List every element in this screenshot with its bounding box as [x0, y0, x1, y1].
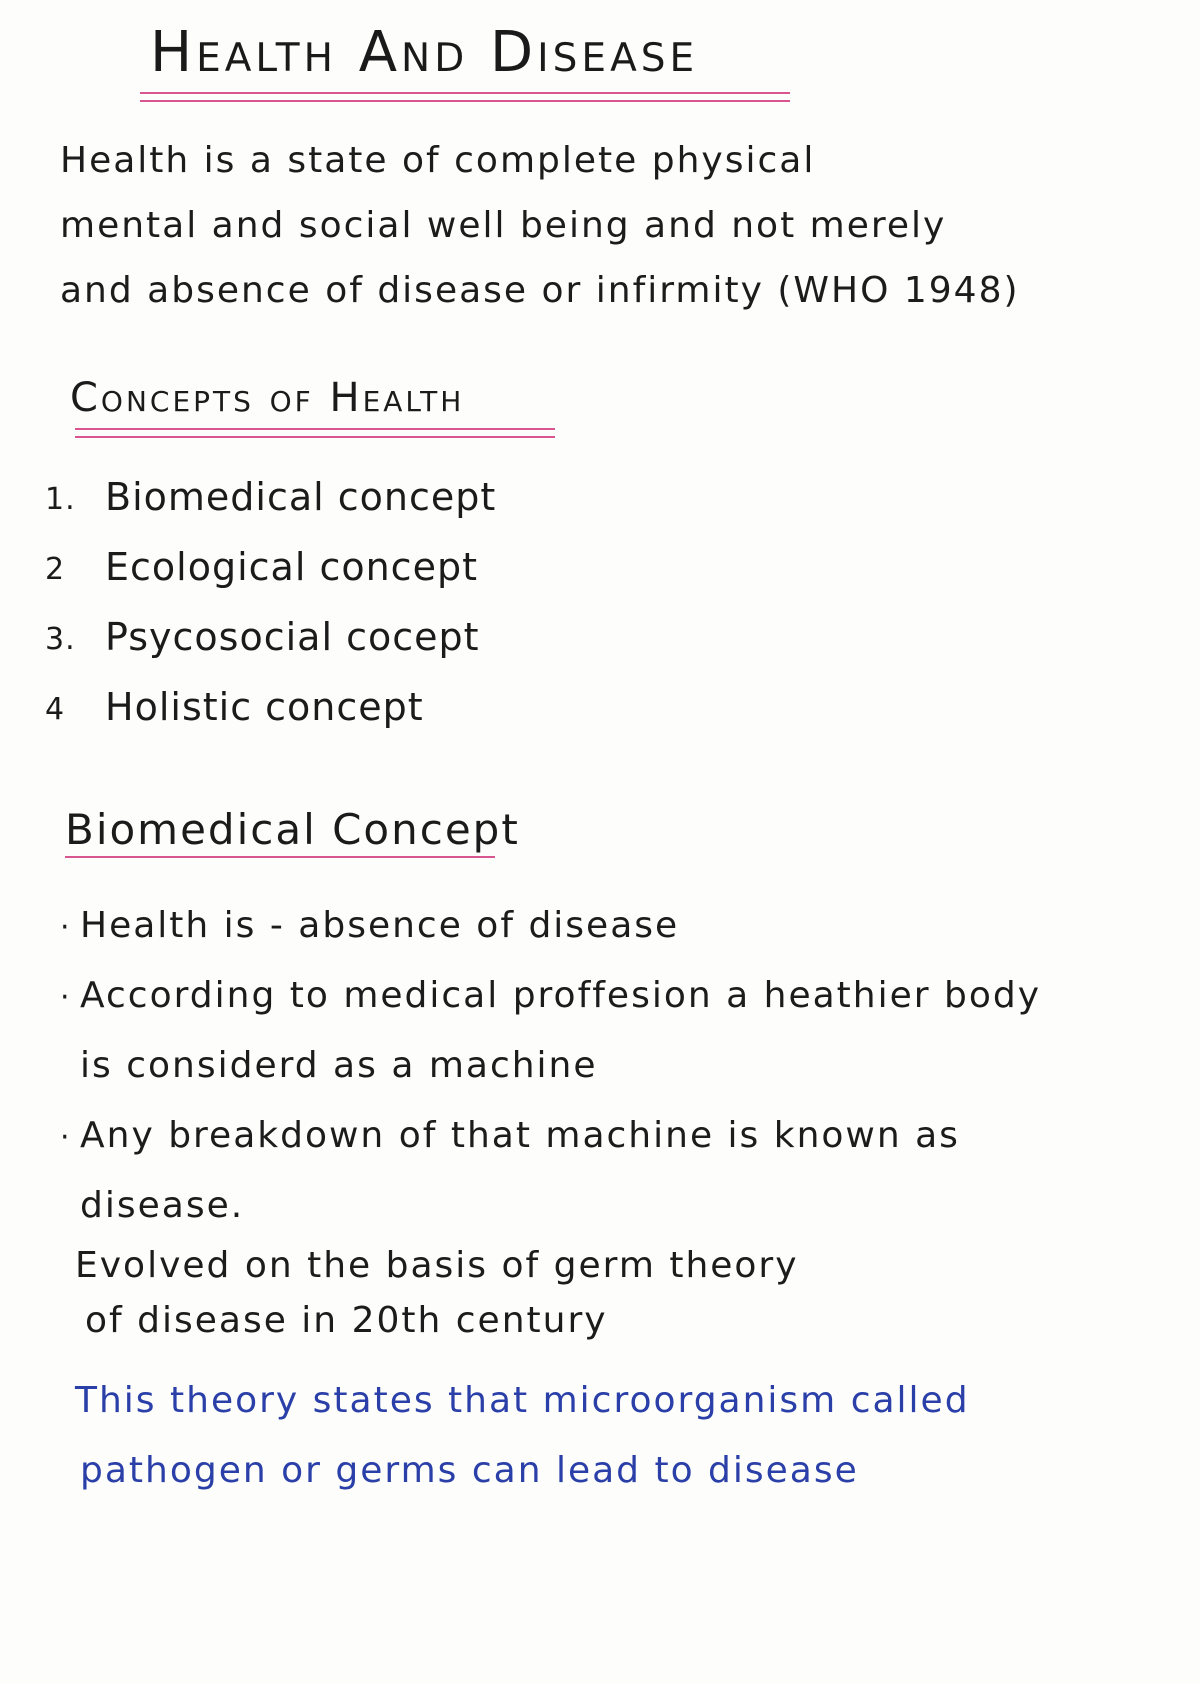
definition-line-1: Health is a state of complete physical — [60, 140, 816, 181]
bullet-dot: · — [60, 980, 72, 1015]
concept-label: Holistic concept — [105, 685, 424, 729]
page-title: Health And Disease — [150, 20, 699, 85]
point-text: Any breakdown of that machine is known as — [80, 1115, 960, 1156]
point-text: According to medical proffesion a heathier body — [80, 975, 1042, 1016]
biomedical-point-1 — [60, 905, 679, 946]
concept-number: 4 — [45, 692, 66, 727]
bullet-dot: · — [60, 910, 72, 945]
concept-item-3 — [45, 615, 480, 659]
concept-number: 1. — [45, 482, 76, 517]
concept-label: Biomedical concept — [105, 475, 497, 519]
title-underline-1 — [140, 92, 790, 94]
definition-line-3: and absence of disease or infirmity (WHO 1948) — [60, 270, 1020, 311]
biomedical-point-3a — [60, 1115, 960, 1156]
title-underline-2 — [140, 100, 790, 102]
biomedical-heading: Biomedical Concept — [65, 805, 520, 854]
theory-note-line-2: pathogen or germs can lead to disease — [80, 1450, 859, 1491]
concept-label: Psycosocial cocept — [105, 615, 480, 659]
concept-label: Ecological concept — [105, 545, 478, 589]
biomedical-point-2b: is considerd as a machine — [80, 1045, 598, 1086]
concept-item-1 — [45, 475, 496, 519]
biomedical-point-3b: disease. — [80, 1185, 245, 1226]
theory-note-line-1: This theory states that microorganism called — [75, 1380, 970, 1421]
biomedical-point-4b: of disease in 20th century — [85, 1300, 608, 1341]
biomedical-point-2a — [60, 975, 1041, 1016]
concept-number: 2 — [45, 552, 66, 587]
point-text: Health is - absence of disease — [80, 905, 680, 946]
concepts-underline-1 — [75, 428, 555, 430]
concepts-underline-2 — [75, 436, 555, 438]
definition-line-2: mental and social well being and not merely — [60, 205, 947, 246]
biomedical-underline — [65, 856, 495, 858]
concepts-heading: Concepts of Health — [70, 375, 465, 421]
concept-item-2 — [45, 545, 478, 589]
biomedical-point-4a: Evolved on the basis of germ theory — [75, 1245, 799, 1286]
bullet-dot: · — [60, 1120, 72, 1155]
concept-number: 3. — [45, 622, 76, 657]
concept-item-4 — [45, 685, 424, 729]
